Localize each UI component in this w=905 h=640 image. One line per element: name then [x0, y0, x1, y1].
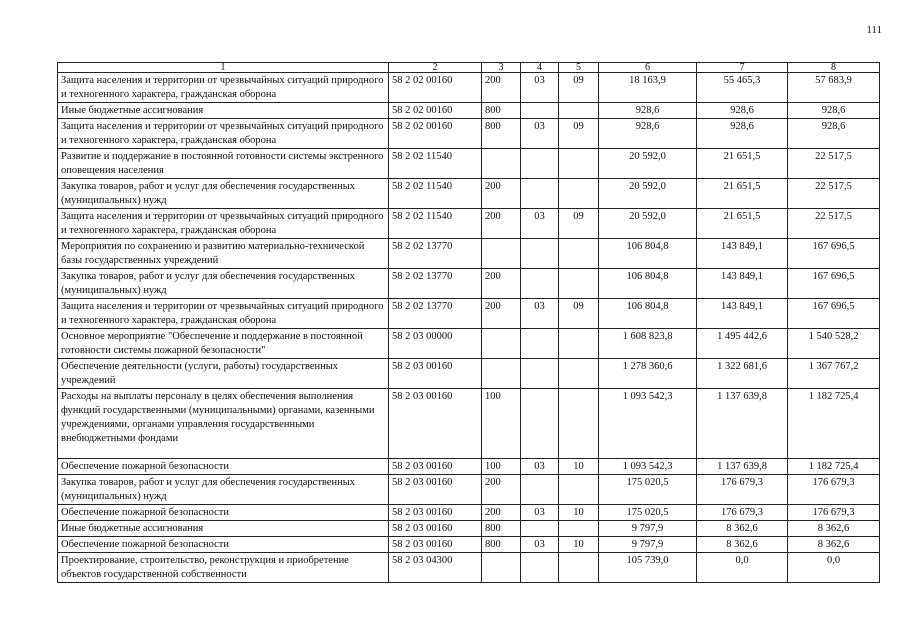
- row-section: 03: [521, 537, 559, 553]
- row-value-col8: 0,0: [788, 553, 880, 583]
- row-expense-type: 200: [482, 269, 521, 299]
- table-row: [58, 149, 880, 179]
- row-subsection: [559, 149, 599, 179]
- header-cell: 2: [389, 63, 482, 73]
- row-name: Защита населения и территории от чрезвычайных ситуаций природного и техногенного характера, гражданская оборона: [58, 209, 389, 239]
- row-section: [521, 329, 559, 359]
- row-expense-type: 200: [482, 179, 521, 209]
- row-value-col8: 8 362,6: [788, 537, 880, 553]
- row-expense-type: [482, 239, 521, 269]
- row-subsection: 09: [559, 119, 599, 149]
- row-expense-type: 200: [482, 209, 521, 239]
- row-value-col7: 143 849,1: [697, 269, 788, 299]
- row-value-col7: 928,6: [697, 119, 788, 149]
- table-row: [58, 239, 880, 269]
- row-value-col7: 928,6: [697, 103, 788, 119]
- row-value-col8: 167 696,5: [788, 269, 880, 299]
- row-subsection: [559, 521, 599, 537]
- row-expense-type: 100: [482, 459, 521, 475]
- row-name: Обеспечение пожарной безопасности: [58, 459, 389, 475]
- table-row: [58, 389, 880, 459]
- row-section: [521, 553, 559, 583]
- row-value-col7: 176 679,3: [697, 505, 788, 521]
- row-name: Защита населения и территории от чрезвычайных ситуаций природного и техногенного характера, гражданская оборона: [58, 73, 389, 103]
- row-value-col7: 21 651,5: [697, 209, 788, 239]
- row-value-col7: 1 322 681,6: [697, 359, 788, 389]
- row-value-col6: 1 278 360,6: [599, 359, 697, 389]
- row-name: Развитие и поддержание в постоянной готовности системы экстренного оповещения населения: [58, 149, 389, 179]
- header-cell: 8: [788, 63, 880, 73]
- row-code: 58 2 02 13770: [389, 269, 482, 299]
- row-section: [521, 359, 559, 389]
- table-body: [58, 63, 880, 583]
- row-name: Закупка товаров, работ и услуг для обеспечения государственных (муниципальных) нужд: [58, 179, 389, 209]
- row-code: 58 2 03 00160: [389, 459, 482, 475]
- row-code: 58 2 02 11540: [389, 179, 482, 209]
- row-code: 58 2 03 00000: [389, 329, 482, 359]
- table-row: [58, 209, 880, 239]
- row-value-col6: 928,6: [599, 119, 697, 149]
- table-row: [58, 537, 880, 553]
- row-subsection: [559, 179, 599, 209]
- row-value-col8: 22 517,5: [788, 179, 880, 209]
- row-name: Закупка товаров, работ и услуг для обеспечения государственных (муниципальных) нужд: [58, 475, 389, 505]
- table-row: [58, 553, 880, 583]
- row-code: 58 2 02 11540: [389, 209, 482, 239]
- row-subsection: 09: [559, 73, 599, 103]
- row-value-col6: 1 093 542,3: [599, 389, 697, 459]
- header-row: [58, 63, 880, 73]
- row-value-col8: 167 696,5: [788, 299, 880, 329]
- row-value-col8: 22 517,5: [788, 149, 880, 179]
- row-section: [521, 475, 559, 505]
- table-row: [58, 299, 880, 329]
- row-value-col6: 106 804,8: [599, 239, 697, 269]
- row-code: 58 2 03 00160: [389, 389, 482, 459]
- table-row: [58, 119, 880, 149]
- row-value-col8: 1 367 767,2: [788, 359, 880, 389]
- row-name: Обеспечение пожарной безопасности: [58, 505, 389, 521]
- row-value-col7: 55 465,3: [697, 73, 788, 103]
- header-cell: 1: [58, 63, 389, 73]
- budget-table: [57, 62, 880, 583]
- row-section: [521, 521, 559, 537]
- row-value-col6: 18 163,9: [599, 73, 697, 103]
- row-value-col8: 928,6: [788, 119, 880, 149]
- row-value-col6: 1 093 542,3: [599, 459, 697, 475]
- table-row: [58, 103, 880, 119]
- row-name: Защита населения и территории от чрезвычайных ситуаций природного и техногенного характера, гражданская оборона: [58, 299, 389, 329]
- row-value-col7: 8 362,6: [697, 521, 788, 537]
- row-section: [521, 269, 559, 299]
- row-code: 58 2 03 00160: [389, 359, 482, 389]
- row-expense-type: 800: [482, 537, 521, 553]
- row-value-col6: 20 592,0: [599, 209, 697, 239]
- row-expense-type: 200: [482, 505, 521, 521]
- row-value-col7: 21 651,5: [697, 149, 788, 179]
- table-row: [58, 521, 880, 537]
- row-subsection: [559, 269, 599, 299]
- row-value-col6: 105 739,0: [599, 553, 697, 583]
- table-row: [58, 475, 880, 505]
- row-expense-type: 800: [482, 521, 521, 537]
- row-subsection: 10: [559, 537, 599, 553]
- row-value-col8: 8 362,6: [788, 521, 880, 537]
- row-value-col6: 20 592,0: [599, 179, 697, 209]
- row-expense-type: [482, 329, 521, 359]
- row-section: [521, 239, 559, 269]
- row-name: Обеспечение деятельности (услуги, работы) государственных учреждений: [58, 359, 389, 389]
- row-code: 58 2 02 11540: [389, 149, 482, 179]
- row-value-col6: 175 020,5: [599, 475, 697, 505]
- row-expense-type: 100: [482, 389, 521, 459]
- row-subsection: 10: [559, 459, 599, 475]
- page-number: 111: [866, 24, 882, 36]
- row-name: Мероприятия по сохранению и развитию материально-технической базы государственных учреждений: [58, 239, 389, 269]
- row-section: [521, 149, 559, 179]
- header-cell: 7: [697, 63, 788, 73]
- row-code: 58 2 02 13770: [389, 299, 482, 329]
- row-value-col6: 20 592,0: [599, 149, 697, 179]
- header-cell: 3: [482, 63, 521, 73]
- row-value-col7: 1 137 639,8: [697, 459, 788, 475]
- row-name: Иные бюджетные ассигнования: [58, 521, 389, 537]
- row-subsection: [559, 389, 599, 459]
- row-value-col6: 106 804,8: [599, 299, 697, 329]
- row-section: [521, 103, 559, 119]
- row-section: 03: [521, 299, 559, 329]
- row-value-col8: 1 182 725,4: [788, 389, 880, 459]
- row-value-col6: 9 797,9: [599, 521, 697, 537]
- row-code: 58 2 02 00160: [389, 73, 482, 103]
- row-value-col7: 143 849,1: [697, 239, 788, 269]
- row-code: 58 2 03 00160: [389, 505, 482, 521]
- header-cell: 5: [559, 63, 599, 73]
- row-section: 03: [521, 119, 559, 149]
- row-value-col8: 167 696,5: [788, 239, 880, 269]
- row-section: 03: [521, 73, 559, 103]
- row-code: 58 2 02 13770: [389, 239, 482, 269]
- row-value-col6: 1 608 823,8: [599, 329, 697, 359]
- row-value-col6: 175 020,5: [599, 505, 697, 521]
- row-expense-type: 200: [482, 299, 521, 329]
- row-section: [521, 179, 559, 209]
- row-value-col6: 106 804,8: [599, 269, 697, 299]
- row-name: Расходы на выплаты персоналу в целях обеспечения выполнения функций государственными (муниципальными) органами, казенными учреждениями, органами управления государственными внебюджетными фондами: [58, 389, 389, 459]
- row-value-col8: 22 517,5: [788, 209, 880, 239]
- row-value-col8: 176 679,3: [788, 505, 880, 521]
- row-value-col8: 176 679,3: [788, 475, 880, 505]
- row-name: Обеспечение пожарной безопасности: [58, 537, 389, 553]
- header-cell: 6: [599, 63, 697, 73]
- row-code: 58 2 03 00160: [389, 521, 482, 537]
- row-expense-type: [482, 359, 521, 389]
- row-section: 03: [521, 459, 559, 475]
- row-value-col7: 21 651,5: [697, 179, 788, 209]
- table-row: [58, 329, 880, 359]
- row-subsection: [559, 103, 599, 119]
- row-expense-type: 800: [482, 119, 521, 149]
- row-value-col7: 176 679,3: [697, 475, 788, 505]
- table-row: [58, 179, 880, 209]
- row-subsection: [559, 329, 599, 359]
- row-value-col8: 1 540 528,2: [788, 329, 880, 359]
- row-code: 58 2 02 00160: [389, 103, 482, 119]
- row-value-col7: 0,0: [697, 553, 788, 583]
- row-name: Закупка товаров, работ и услуг для обеспечения государственных (муниципальных) нужд: [58, 269, 389, 299]
- header-cell: 4: [521, 63, 559, 73]
- row-expense-type: 200: [482, 475, 521, 505]
- row-expense-type: [482, 553, 521, 583]
- row-value-col8: 57 683,9: [788, 73, 880, 103]
- row-name: Защита населения и территории от чрезвычайных ситуаций природного и техногенного характера, гражданская оборона: [58, 119, 389, 149]
- row-name: Проектирование, строительство, реконструкция и приобретение объектов государственной собственности: [58, 553, 389, 583]
- row-section: 03: [521, 209, 559, 239]
- row-subsection: 09: [559, 299, 599, 329]
- row-value-col7: 1 495 442,6: [697, 329, 788, 359]
- row-section: 03: [521, 505, 559, 521]
- row-section: [521, 389, 559, 459]
- row-subsection: [559, 475, 599, 505]
- row-value-col8: 1 182 725,4: [788, 459, 880, 475]
- table-row: [58, 73, 880, 103]
- row-value-col6: 9 797,9: [599, 537, 697, 553]
- row-expense-type: 200: [482, 73, 521, 103]
- table-row: [58, 505, 880, 521]
- row-value-col7: 143 849,1: [697, 299, 788, 329]
- table-row: [58, 459, 880, 475]
- row-name: Основное мероприятие "Обеспечение и поддержание в постоянной готовности системы пожарной безопасности": [58, 329, 389, 359]
- row-value-col8: 928,6: [788, 103, 880, 119]
- row-value-col7: 8 362,6: [697, 537, 788, 553]
- row-value-col7: 1 137 639,8: [697, 389, 788, 459]
- row-code: 58 2 02 00160: [389, 119, 482, 149]
- row-subsection: [559, 239, 599, 269]
- row-expense-type: [482, 149, 521, 179]
- row-subsection: 09: [559, 209, 599, 239]
- row-name: Иные бюджетные ассигнования: [58, 103, 389, 119]
- row-code: 58 2 03 00160: [389, 537, 482, 553]
- table-row: [58, 359, 880, 389]
- row-subsection: [559, 359, 599, 389]
- row-code: 58 2 03 04300: [389, 553, 482, 583]
- table-row: [58, 269, 880, 299]
- row-subsection: [559, 553, 599, 583]
- row-expense-type: 800: [482, 103, 521, 119]
- row-value-col6: 928,6: [599, 103, 697, 119]
- row-code: 58 2 03 00160: [389, 475, 482, 505]
- row-subsection: 10: [559, 505, 599, 521]
